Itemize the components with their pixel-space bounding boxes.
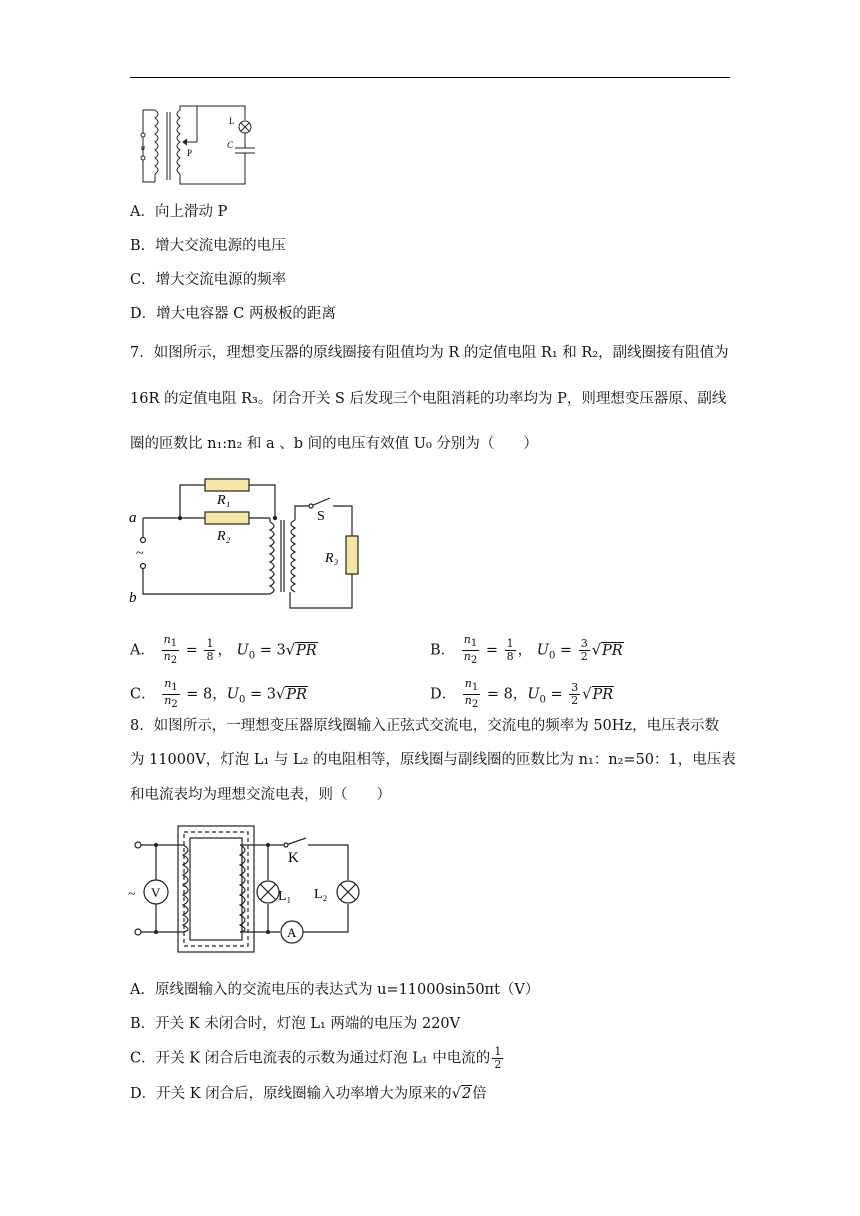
ammeter-label: A [287, 925, 297, 940]
option-text: D．开关 K 闭合后，原线圈输入功率增大为原来的 [130, 1086, 452, 1102]
ratio-fraction: $\frac{n_1}{n_2}$ [164, 677, 178, 711]
q8-option-a[interactable]: A．原线圈输入的交流电压的表达式为 u=11000sin50πt（V） [130, 982, 540, 998]
option-text: C．开关 K 闭合后电流表的示数为通过灯泡 L₁ 中电流的 [130, 1050, 491, 1067]
q7-stem-line2: 16R 的定值电阻 R₃。闭合开关 S 后发现三个电阻消耗的功率均为 P，则理想变压器原、副线 [130, 391, 727, 407]
label-u: u [141, 143, 145, 152]
q8-stem-line1: 8．如图所示，一理想变压器原线圈输入正弦式交流电，交流电的频率为 50Hz，电压表示数 [130, 718, 720, 734]
label-a: a [129, 510, 137, 526]
label-tilde: ~ [136, 546, 144, 561]
option-letter: D． [430, 686, 457, 703]
q6-option-a[interactable]: A．向上滑动 P [130, 204, 228, 220]
q8-stem-line2: 为 11000V，灯泡 L₁ 与 L₂ 的电阻相等，原线圈与副线圈的匝数比为 n₁：n₂=50：1，电压表 [130, 752, 736, 768]
label-l: L [229, 116, 235, 126]
label-r1: R₁ [217, 493, 231, 508]
q7-circuit-diagram [125, 470, 365, 615]
ratio-fraction: $\frac{n_1}{n_2}$ [163, 633, 178, 667]
option-letter: B． [430, 642, 456, 659]
q8-option-d[interactable]: D．开关 K 闭合后，原线圈输入功率增大为原来的√2倍 [130, 1086, 487, 1102]
q6-circuit-diagram [135, 100, 275, 190]
fraction: $\frac{1}{2}$ [494, 1045, 502, 1071]
sqrt-value: 2 [461, 1086, 472, 1102]
q7-stem-line3: 圈的匝数比 n₁:n₂ 和 a 、b 间的电压有效值 U₀ 分别为（ ） [130, 436, 538, 452]
label-b: b [129, 590, 137, 606]
q8-circuit-diagram [128, 820, 363, 955]
q7-stem-line1: 7．如图所示，理想变压器的原线圈接有阻值均为 R 的定值电阻 R₁ 和 R₂，副线圈接有阻值为 [130, 345, 729, 361]
label-r3: R₃ [325, 551, 339, 566]
coef-fraction: $\frac{3}{2}$ [580, 637, 588, 664]
q6-option-c[interactable]: C．增大交流电源的频率 [130, 272, 287, 288]
coef-fraction: $\frac{3}{2}$ [571, 681, 579, 708]
option-suffix: 倍 [472, 1086, 487, 1102]
q8-option-b[interactable]: B．开关 K 未闭合时，灯泡 L₁ 两端的电压为 220V [130, 1016, 461, 1032]
label-l1: L₁ [278, 889, 292, 904]
voltmeter-label: V [151, 885, 161, 900]
q6-option-b[interactable]: B．增大交流电源的电压 [130, 238, 286, 254]
q7-option-d[interactable]: D． $\frac{n_1}{n_2}$ = 8，$U_0$ = $\frac{3}{2}$ √PR [430, 677, 614, 711]
label-r2: R₂ [217, 529, 231, 544]
value-fraction: $\frac{1}{8}$ [206, 637, 214, 664]
label-c: C [227, 140, 234, 150]
ratio-fraction: $\frac{n_1}{n_2}$ [463, 633, 478, 667]
label-k: K [288, 850, 299, 866]
q8-stem-line3: 和电流表均为理想交流电表，则（ ） [130, 787, 391, 803]
header-rule [130, 77, 730, 78]
label-tilde: ~ [128, 887, 136, 902]
q8-option-c[interactable] [130, 1046, 505, 1071]
option-letter: A． [130, 642, 155, 659]
option-letter: C． [130, 686, 156, 703]
label-l2: L₂ [314, 887, 328, 902]
value-fraction: $\frac{1}{8}$ [506, 637, 514, 664]
ratio-fraction: $\frac{n_1}{n_2}$ [464, 677, 479, 711]
q7-option-a[interactable]: A． $\frac{n_1}{n_2}$ = $\frac{1}{8}$ ， $U_0 = 3√PR$ [130, 633, 317, 667]
label-p: P [187, 148, 193, 158]
q7-option-c[interactable]: C． $\frac{n_1}{n_2}$ = 8，$U_0 = 3√PR$ [130, 677, 307, 711]
label-s: S [317, 509, 325, 524]
q7-option-b[interactable]: B． $\frac{n_1}{n_2}$ = $\frac{1}{8}$ ， $U_0$ = $\frac{3}{2}$ √PR [430, 633, 623, 667]
q6-option-d[interactable]: D．增大电容器 C 两极板的距离 [130, 306, 336, 322]
